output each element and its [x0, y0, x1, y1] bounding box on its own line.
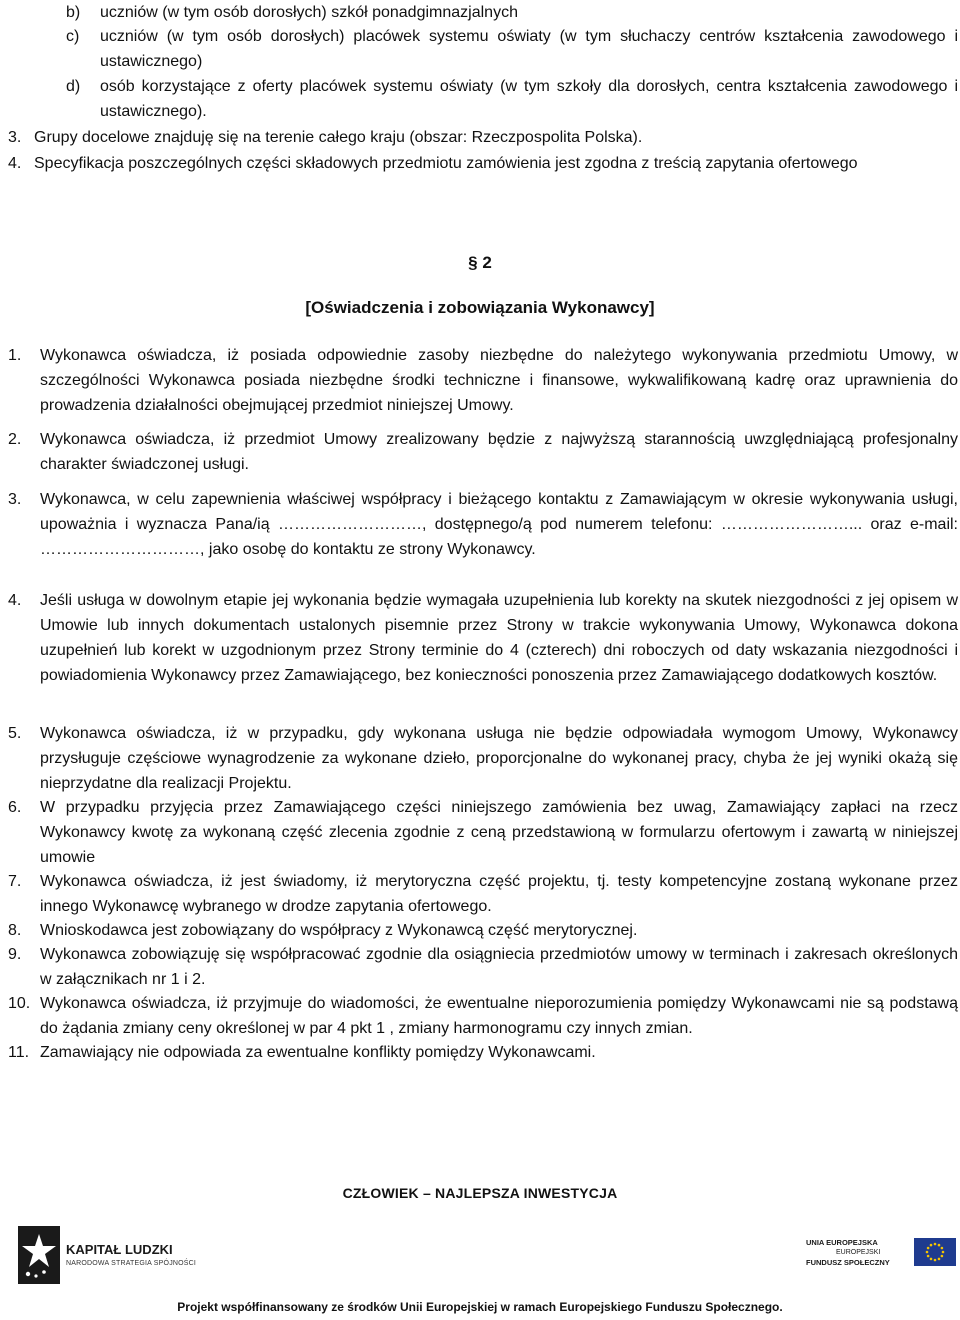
list-item-label: b) — [66, 4, 81, 21]
obligation-item — [8, 795, 958, 870]
logo-right-line2: EUROPEJSKI — [836, 1249, 881, 1256]
section-sign: § 2 — [468, 253, 492, 272]
obligation-text: Wykonawca oświadcza, iż przyjmuje do wiadomości, że ewentualne nieporozumienia pomiędzy Wykonawcami nie są podstawą do żądania zmiany ceny określonej w par 4 pkt 1 , zmiany harmonogramu czy innych zmian. — [40, 995, 958, 1037]
kapital-ludzki-logo — [18, 1226, 218, 1286]
obligation-text: Wykonawca oświadcza, iż przedmiot Umowy zrealizowany będzie z najwyższą starannością uwzględniającą profesjonalny charakter świadczonej usługi. — [40, 431, 958, 473]
footer-slogan: CZŁOWIEK – NAJLEPSZA INWESTYCJA — [342, 1185, 618, 1201]
numbered-item-3 — [8, 125, 958, 150]
obligation-item — [8, 487, 958, 562]
eu-logo — [806, 1238, 956, 1274]
logo-left-name: KAPITAŁ LUDZKI — [66, 1242, 173, 1257]
numbered-item-text: Grupy docelowe znajduję się na terenie całego kraju (obszar: Rzeczpospolita Polska). — [34, 129, 643, 146]
footer-funding-note: Projekt współfinansowany ze środków Unii Europejskiej w ramach Europejskiego Funduszu Społecznego. — [177, 1300, 783, 1314]
obligation-item — [8, 991, 958, 1041]
obligation-text: Jeśli usługa w dowolnym etapie jej wykonania będzie wymagała uzupełnienia lub korekty na skutek niezgodności z jej opisem w Umowie lub innych dokumentach ustalonych pisemnie przez Strony w trakcie wykonywania Umowy, Wykonawca dokona uzupełnień lub korekt w uzgodnionym przez Strony terminie do 4 (czterech) dni roboczych od daty wskazania niezgodności i powiadomienia Wykonawcy przez Zamawiającego, bez konieczności ponoszenia przez Zamawiającego dodatkowych kosztów. — [40, 592, 958, 684]
numbered-item-4 — [8, 151, 958, 176]
numbered-item-label: 4. — [8, 155, 22, 172]
logo-left-subtitle: NARODOWA STRATEGIA SPÓJNOŚCI — [66, 1260, 197, 1267]
obligation-text: Wykonawca, w celu zapewnienia właściwej współpracy i bieżącego kontaktu z Zamawiającym w okresie wykonywania usługi, upoważnia i wyznacza Pana/ią ………………………, dostępnego/ą pod numerem telefonu: ……………………... oraz e-mail: …………………………, jako osobę do kontaktu ze strony Wykonawcy. — [40, 491, 958, 558]
list-item-text: uczniów (w tym osób dorosłych) szkół ponadgimnazjalnych — [100, 4, 518, 21]
obligation-label: 5. — [8, 725, 22, 742]
list-item-b — [66, 0, 958, 25]
numbered-item-label: 3. — [8, 129, 22, 146]
obligation-label: 8. — [8, 922, 22, 939]
logo-right-line3: FUNDUSZ SPOŁECZNY — [806, 1258, 890, 1267]
obligation-text: Wnioskodawca jest zobowiązany do współpracy z Wykonawcą część merytorycznej. — [40, 922, 638, 939]
obligation-item — [8, 721, 958, 796]
list-item-text: osób korzystające z oferty placówek systemu oświaty (w tym szkoły dla dorosłych, centra kształcenia zawodowego i ustawicznego). — [100, 78, 958, 120]
obligation-item — [8, 343, 958, 418]
obligation-label: 1. — [8, 347, 22, 364]
obligation-text: Wykonawca zobowiązuję się współpracować zgodnie dla osiągniecia przedmiotów umowy w terminach i zakresach określonych w załącznikach nr 1 i 2. — [40, 946, 958, 988]
obligation-item — [8, 588, 958, 688]
obligation-item — [8, 942, 958, 992]
eu-flag-icon — [914, 1238, 956, 1266]
list-item-label: d) — [66, 78, 81, 95]
obligation-text: Wykonawca oświadcza, iż w przypadku, gdy wykonana usługa nie będzie odpowiadała wymogom Umowy, Wykonawcy przysługuje częściowe wynagrodzenie za wykonane dzieło, proporcjonalne do wykonanej pracy, chyba że jej wyniki okażą się nieprzydatne dla realizacji Projektu. — [40, 725, 958, 792]
obligation-text: Wykonawca oświadcza, iż posiada odpowiednie zasoby niezbędne do należytego wykonywania przedmiotu Umowy, w szczególności Wykonawca posiada niezbędne środki techniczne i finansowe, wykwalifikowaną kadrę oraz uprawnienia do prowadzenia działalności obejmującej przedmiot niniejszej Umowy. — [40, 347, 958, 414]
obligation-text: W przypadku przyjęcia przez Zamawiającego części niniejszego zamówienia bez uwag, Zamawiający zapłaci na rzecz Wykonawcy kwotę za wykonaną część zlecenia zgodnie z ceną przedstawioną w formularzu ofertowym i zawartą w niniejszej umowie — [40, 799, 958, 866]
obligation-label: 4. — [8, 592, 22, 609]
obligation-text: Wykonawca oświadcza, iż jest świadomy, iż merytoryczna część projektu, tj. testy kompetencyjne zostaną wykonane przez innego Wykonawcę wybranego w drodze zapytania ofertowego. — [40, 873, 958, 915]
obligation-label: 11. — [8, 1044, 30, 1061]
obligation-item — [8, 1040, 958, 1065]
obligation-label: 2. — [8, 431, 22, 448]
obligation-label: 3. — [8, 491, 22, 508]
logo-right-line1: UNIA EUROPEJSKA — [806, 1238, 878, 1247]
section-heading: [Oświadczenia i zobowiązania Wykonawcy] — [305, 298, 655, 317]
list-item-d — [66, 74, 958, 124]
obligation-label: 9. — [8, 946, 22, 963]
list-item-label: c) — [66, 28, 80, 45]
list-item-text: uczniów (w tym osób dorosłych) placówek systemu oświaty (w tym słuchaczy centrów kształcenia zawodowego i ustawicznego) — [100, 28, 958, 70]
obligation-item — [8, 427, 958, 477]
obligation-label: 7. — [8, 873, 22, 890]
numbered-item-text: Specyfikacja poszczególnych części składowych przedmiotu zamówienia jest zgodna z treścią zapytania ofertowego — [34, 155, 858, 172]
obligation-label: 10. — [8, 995, 31, 1012]
obligation-text: Zamawiający nie odpowiada za ewentualne konflikty pomiędzy Wykonawcami. — [40, 1044, 596, 1061]
obligation-label: 6. — [8, 799, 22, 816]
obligation-item — [8, 918, 958, 943]
obligation-item — [8, 869, 958, 919]
kapital-ludzki-emblem-icon — [18, 1226, 60, 1284]
list-item-c — [66, 24, 958, 74]
